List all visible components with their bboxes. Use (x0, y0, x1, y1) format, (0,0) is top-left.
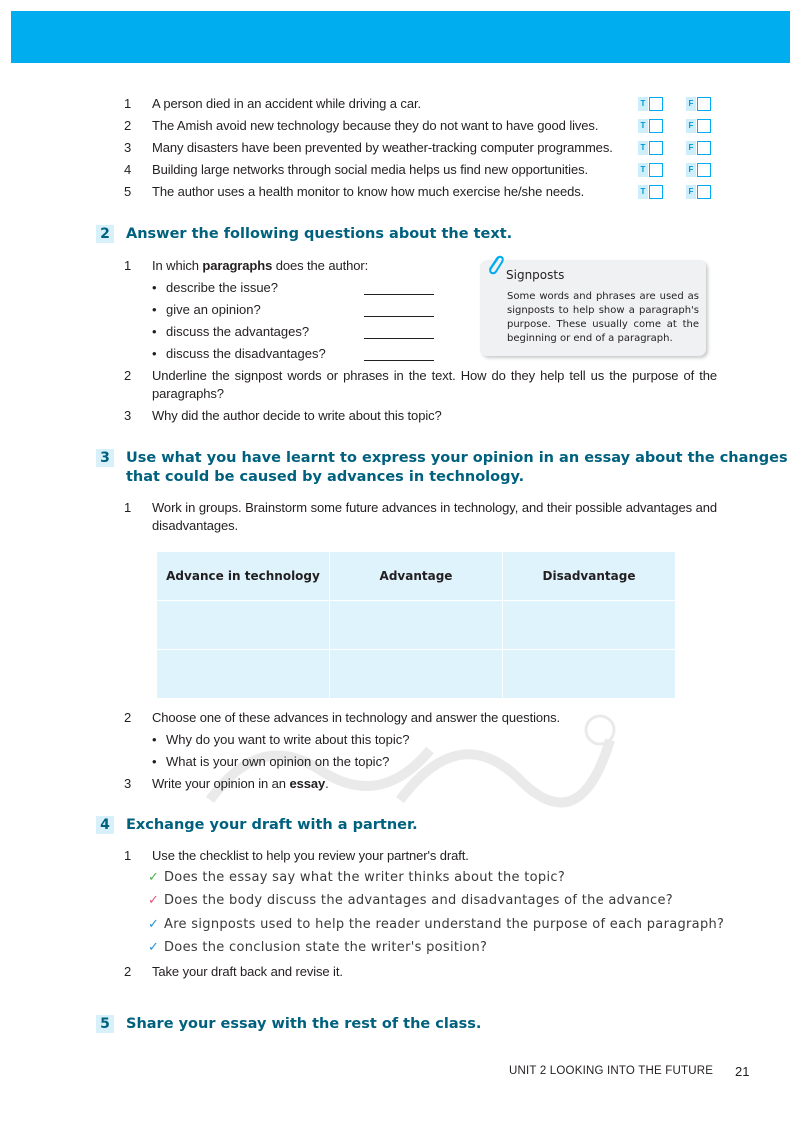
keyword: essay (289, 776, 326, 791)
checklist-text: Does the body discuss the advantages and disadvantages of the advance? (164, 893, 673, 908)
table-cell[interactable] (330, 601, 503, 650)
table-row (157, 601, 676, 650)
question-number: 3 (124, 408, 132, 423)
false-label: F (686, 163, 696, 177)
false-box[interactable] (697, 97, 711, 111)
true-box[interactable] (649, 141, 663, 155)
tf-statement: A person died in an accident while driving a car. (152, 96, 421, 111)
true-box[interactable] (649, 119, 663, 133)
true-label: T (638, 97, 648, 111)
false-label: F (686, 141, 696, 155)
section-3-title-line2: that could be caused by advances in technology. (126, 469, 525, 485)
question-text (152, 257, 472, 275)
question-suffix: . (325, 776, 329, 791)
checklist-item (148, 892, 673, 910)
column-header: Advantage (330, 552, 503, 601)
true-box[interactable] (649, 97, 663, 111)
signposts-note (480, 260, 706, 356)
paperclip-icon (485, 254, 505, 278)
bullet-item: • Why do you want to write about this topic? (152, 731, 410, 749)
bullet-item: • give an opinion? (152, 301, 261, 319)
tf-statement: Building large networks through social media helps us find new opportunities. (152, 162, 589, 177)
question-number: 2 (124, 710, 132, 725)
footer-unit-title: UNIT 2 LOOKING INTO THE FUTURE (509, 1065, 714, 1077)
true-box[interactable] (649, 163, 663, 177)
question-text: Underline the signpost words or phrases in the text. How do they help tell us the purpose of the paragraphs? (152, 368, 717, 401)
tf-row (124, 182, 724, 204)
section-5-title: Share your essay with the rest of the class. (126, 1016, 482, 1032)
table-header-row (157, 552, 676, 601)
true-box[interactable] (649, 185, 663, 199)
false-label: F (686, 185, 696, 199)
watermark-logo (200, 710, 620, 820)
check-icon: ✓ (148, 870, 160, 885)
false-checkbox[interactable] (686, 119, 711, 133)
section-4-number: 4 (96, 816, 114, 834)
true-checkbox[interactable] (638, 97, 663, 111)
question-text: Use the checklist to help you review your partner's draft. (152, 848, 469, 863)
column-header: Disadvantage (503, 552, 676, 601)
checklist-item (148, 869, 565, 887)
question-text: Why did the author decide to write about this topic? (152, 408, 442, 423)
question-text: Choose one of these advances in technology and answer the questions. (152, 710, 561, 725)
true-label: T (638, 185, 648, 199)
keyword: paragraphs (202, 258, 273, 273)
false-checkbox[interactable] (686, 163, 711, 177)
table-cell[interactable] (157, 601, 330, 650)
tf-row (124, 116, 724, 138)
check-icon: ✓ (148, 940, 160, 955)
answer-blank[interactable] (364, 294, 434, 295)
table-cell[interactable] (330, 650, 503, 699)
true-false-list (124, 94, 724, 204)
check-icon: ✓ (148, 917, 160, 932)
checklist-text: Does the conclusion state the writer's position? (164, 940, 488, 955)
bullet-item: • discuss the advantages? (152, 323, 309, 341)
answer-blank[interactable] (364, 360, 434, 361)
tf-number: 4 (124, 162, 132, 177)
checklist-item (148, 916, 724, 934)
false-checkbox[interactable] (686, 141, 711, 155)
signposts-body: Some words and phrases are used as signposts to help show a paragraph's purpose. These usually come at the beginning or end of a paragraph. (507, 291, 699, 344)
question-number: 2 (124, 964, 132, 979)
question-number: 1 (124, 500, 132, 515)
section-2-title: Answer the following questions about the text. (126, 226, 513, 242)
bullet-item: • describe the issue? (152, 279, 278, 297)
question-suffix: does the author: (272, 258, 369, 273)
true-label: T (638, 119, 648, 133)
tf-number: 1 (124, 96, 132, 111)
tf-statement: The author uses a health monitor to know how much exercise he/she needs. (152, 184, 585, 199)
question-number: 2 (124, 368, 132, 383)
false-checkbox[interactable] (686, 97, 711, 111)
checklist-item (148, 939, 487, 957)
question-number: 1 (124, 258, 132, 273)
true-checkbox[interactable] (638, 141, 663, 155)
true-checkbox[interactable] (638, 119, 663, 133)
tf-number: 5 (124, 184, 132, 199)
table-row (157, 650, 676, 699)
section-3-number: 3 (96, 449, 114, 467)
signposts-title: Signposts (506, 268, 565, 282)
section-3-title-line1: Use what you have learnt to express your opinion in an essay about the changes (126, 450, 788, 466)
section-4-title: Exchange your draft with a partner. (126, 817, 418, 833)
bullet-item: • What is your own opinion on the topic? (152, 753, 389, 771)
true-checkbox[interactable] (638, 163, 663, 177)
false-label: F (686, 119, 696, 133)
tf-number: 3 (124, 140, 132, 155)
table-cell[interactable] (503, 601, 676, 650)
false-checkbox[interactable] (686, 185, 711, 199)
tf-number: 2 (124, 118, 132, 133)
false-box[interactable] (697, 141, 711, 155)
question-prefix: Write your opinion in an (152, 776, 290, 791)
advances-table (156, 551, 676, 699)
section-5-number: 5 (96, 1015, 114, 1033)
tf-row (124, 160, 724, 182)
answer-blank[interactable] (364, 338, 434, 339)
question-number: 3 (124, 776, 132, 791)
tf-statement: The Amish avoid new technology because they do not want to have good lives. (152, 118, 599, 133)
column-header: Advance in technology (157, 552, 330, 601)
table-cell[interactable] (157, 650, 330, 699)
false-label: F (686, 97, 696, 111)
section-2-number: 2 (96, 225, 114, 243)
tf-statement: Many disasters have been prevented by weather-tracking computer programmes. (152, 140, 613, 155)
bullet-item: • discuss the disadvantages? (152, 345, 326, 363)
checklist-text: Does the essay say what the writer thinks about the topic? (164, 870, 566, 885)
question-text: Work in groups. Brainstorm some future advances in technology, and their possible advantages and disadvantages. (152, 500, 717, 533)
true-checkbox[interactable] (638, 185, 663, 199)
question-number: 1 (124, 848, 132, 863)
true-label: T (638, 141, 648, 155)
table-cell[interactable] (503, 650, 676, 699)
check-icon: ✓ (148, 893, 160, 908)
false-box[interactable] (697, 185, 711, 199)
question-prefix: In which (152, 258, 203, 273)
tf-row (124, 94, 724, 116)
true-label: T (638, 163, 648, 177)
answer-blank[interactable] (364, 316, 434, 317)
tf-row (124, 138, 724, 160)
checklist-text: Are signposts used to help the reader understand the purpose of each paragraph? (164, 917, 725, 932)
top-banner (11, 11, 790, 63)
false-box[interactable] (697, 163, 711, 177)
page-number: 21 (735, 1064, 750, 1079)
question-text: Take your draft back and revise it. (152, 964, 343, 979)
false-box[interactable] (697, 119, 711, 133)
